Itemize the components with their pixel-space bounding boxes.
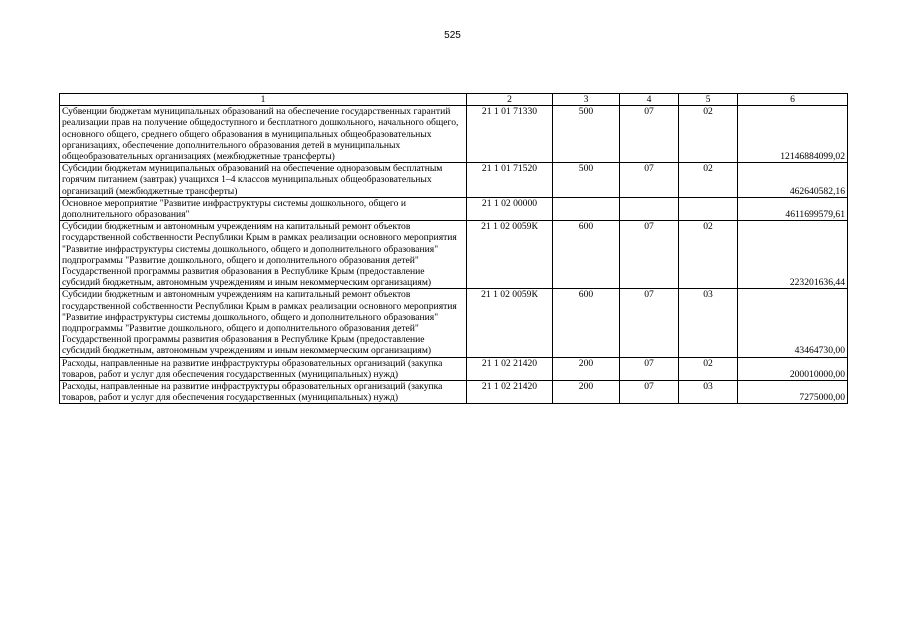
row-section: 07 xyxy=(620,381,679,404)
row-subsection: 03 xyxy=(679,289,738,357)
row-target-code: 21 1 02 0059К xyxy=(467,221,553,289)
row-expense-type: 500 xyxy=(553,106,620,163)
column-header-1: 1 xyxy=(60,94,467,106)
row-section xyxy=(620,197,679,220)
table-row xyxy=(60,289,848,357)
row-expense-type: 600 xyxy=(553,221,620,289)
column-header-3: 3 xyxy=(553,94,620,106)
row-subsection: 02 xyxy=(679,221,738,289)
row-expense-type: 200 xyxy=(553,381,620,404)
row-amount: 12146884099,02 xyxy=(738,106,848,163)
row-amount: 223201636,44 xyxy=(738,221,848,289)
row-section: 07 xyxy=(620,289,679,357)
table-row xyxy=(60,163,848,198)
header-row xyxy=(60,94,848,106)
row-target-code: 21 1 02 21420 xyxy=(467,381,553,404)
row-amount: 43464730,00 xyxy=(738,289,848,357)
row-amount: 4611699579,61 xyxy=(738,197,848,220)
row-target-code: 21 1 01 71520 xyxy=(467,163,553,198)
row-amount: 462640582,16 xyxy=(738,163,848,198)
column-header-2: 2 xyxy=(467,94,553,106)
row-subsection: 03 xyxy=(679,381,738,404)
page-number: 525 xyxy=(444,30,461,41)
row-expense-type: 500 xyxy=(553,163,620,198)
row-subsection: 02 xyxy=(679,357,738,380)
table-row xyxy=(60,357,848,380)
row-target-code: 21 1 02 0059К xyxy=(467,289,553,357)
row-expense-type: 200 xyxy=(553,357,620,380)
table-row xyxy=(60,381,848,404)
table-row xyxy=(60,221,848,289)
row-section: 07 xyxy=(620,163,679,198)
column-header-4: 4 xyxy=(620,94,679,106)
row-section: 07 xyxy=(620,221,679,289)
row-description: Расходы, направленные на развитие инфраструктуры образовательных организаций (закупка товаров, работ и услуг для обеспечения государственных (муниципальных) нужд) xyxy=(60,357,467,380)
row-description: Субсидии бюджетным и автономным учреждениям на капитальный ремонт объектов государственной собственности Республики Крым в рамках реализации основного мероприятия "Развитие инфраструктуры системы дошкольного, общего и дополнительного образования" подпрограммы "Развитие дошкольного, общего и дополнительного образования детей" Государственной программы развития образования в Республике Крым (предоставление субсидий бюджетным, автономным учреждениям и иным некоммерческим организациям) xyxy=(60,221,467,289)
row-subsection: 02 xyxy=(679,163,738,198)
row-subsection xyxy=(679,197,738,220)
column-header-5: 5 xyxy=(679,94,738,106)
row-section: 07 xyxy=(620,357,679,380)
budget-table xyxy=(59,93,848,404)
table-row xyxy=(60,197,848,220)
row-amount: 7275000,00 xyxy=(738,381,848,404)
row-target-code: 21 1 02 00000 xyxy=(467,197,553,220)
row-expense-type: 600 xyxy=(553,289,620,357)
table-body xyxy=(60,94,848,404)
row-description: Расходы, направленные на развитие инфраструктуры образовательных организаций (закупка товаров, работ и услуг для обеспечения государственных (муниципальных) нужд) xyxy=(60,381,467,404)
row-description: Субсидии бюджетам муниципальных образований на обеспечение одноразовым бесплатным горячим питанием (завтрак) учащихся 1–4 классов муниципальных общеобразовательных организаций (межбюджетные трансферты) xyxy=(60,163,467,198)
table-row xyxy=(60,106,848,163)
row-description: Субвенции бюджетам муниципальных образований на обеспечение государственных гарантий реализации прав на получение общедоступного и бесплатного дошкольного, начального общего, основного общего, среднего общего образования в муниципальных общеобразовательных организациях, обеспечение дополнительного образования детей в муниципальных общеобразовательных организациях (межбюджетные трансферты) xyxy=(60,106,467,163)
row-description: Основное мероприятие "Развитие инфраструктуры системы дошкольного, общего и дополнительного образования" xyxy=(60,197,467,220)
row-section: 07 xyxy=(620,106,679,163)
row-target-code: 21 1 02 21420 xyxy=(467,357,553,380)
column-header-6: 6 xyxy=(738,94,848,106)
row-description: Субсидии бюджетным и автономным учреждениям на капитальный ремонт объектов государственной собственности Республики Крым в рамках реализации основного мероприятия "Развитие инфраструктуры системы дошкольного, общего и дополнительного образования" подпрограммы "Развитие дошкольного, общего и дополнительного образования детей" Государственной программы развития образования в Республике Крым (предоставление субсидий бюджетным, автономным учреждениям и иным некоммерческим организациям) xyxy=(60,289,467,357)
row-amount: 200010000,00 xyxy=(738,357,848,380)
row-subsection: 02 xyxy=(679,106,738,163)
row-target-code: 21 1 01 71330 xyxy=(467,106,553,163)
row-expense-type xyxy=(553,197,620,220)
